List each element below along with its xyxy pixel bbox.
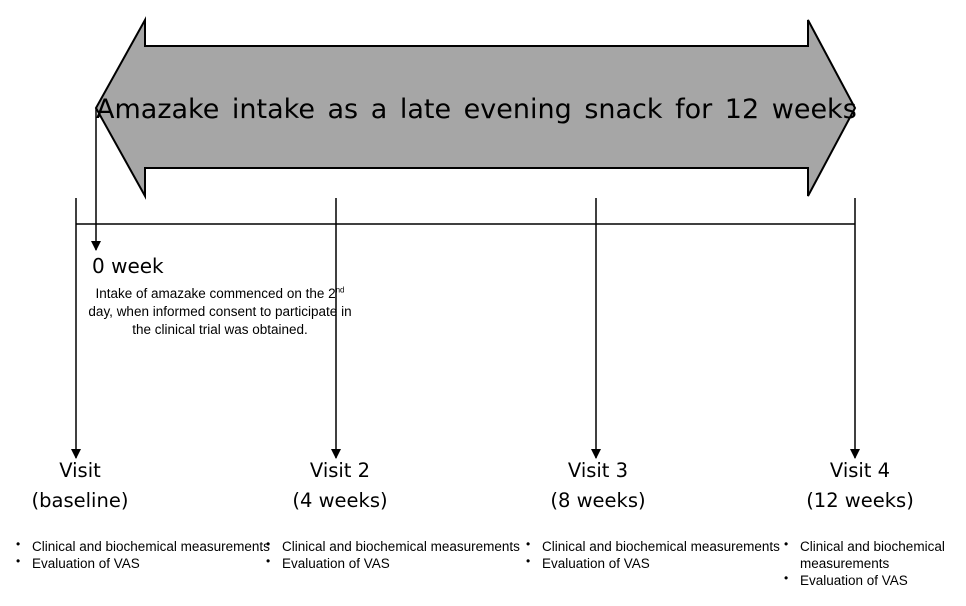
visit-timing: (12 weeks): [806, 489, 914, 512]
note-text-start: Intake of amazake commenced on the 2: [95, 286, 336, 301]
visit-timing: (4 weeks): [292, 489, 388, 512]
assessment-item: • Evaluation of VAS: [266, 555, 520, 572]
visit-2-assessments: [266, 538, 520, 572]
intake-start-note: [84, 285, 356, 339]
visit-timing: (baseline): [31, 489, 129, 512]
visit-name: Visit: [59, 459, 101, 482]
visit-3-assessments: [526, 538, 780, 572]
note-text-end: day, when informed consent to participate in the clinical trial was obtained.: [88, 304, 352, 337]
assessment-item: • Evaluation of VAS: [784, 572, 966, 589]
start-week-label: 0 week: [92, 254, 164, 278]
visit-4-assessments: [784, 538, 966, 589]
intake-period-label: Amazake intake as a late evening snack for 12 weeks: [96, 94, 857, 125]
visit-3-label: [508, 456, 688, 516]
visit-1-label: [0, 456, 170, 516]
assessment-item: • Clinical and biochemical measurements: [16, 538, 270, 555]
visit-name: Visit 3: [567, 459, 629, 482]
assessment-item: • Clinical and biochemical measurements: [784, 538, 966, 572]
visit-name: Visit 4: [829, 459, 891, 482]
visit-2-label: [250, 456, 430, 516]
visit-4-label: [770, 456, 950, 516]
note-ordinal-suffix: nd: [335, 285, 345, 295]
assessment-item: • Clinical and biochemical measurements: [526, 538, 780, 555]
visit-name: Visit 2: [309, 459, 371, 482]
assessment-item: • Evaluation of VAS: [526, 555, 780, 572]
assessment-item: • Evaluation of VAS: [16, 555, 270, 572]
visit-1-assessments: [16, 538, 270, 572]
assessment-item: • Clinical and biochemical measurements: [266, 538, 520, 555]
visit-timing: (8 weeks): [550, 489, 646, 512]
